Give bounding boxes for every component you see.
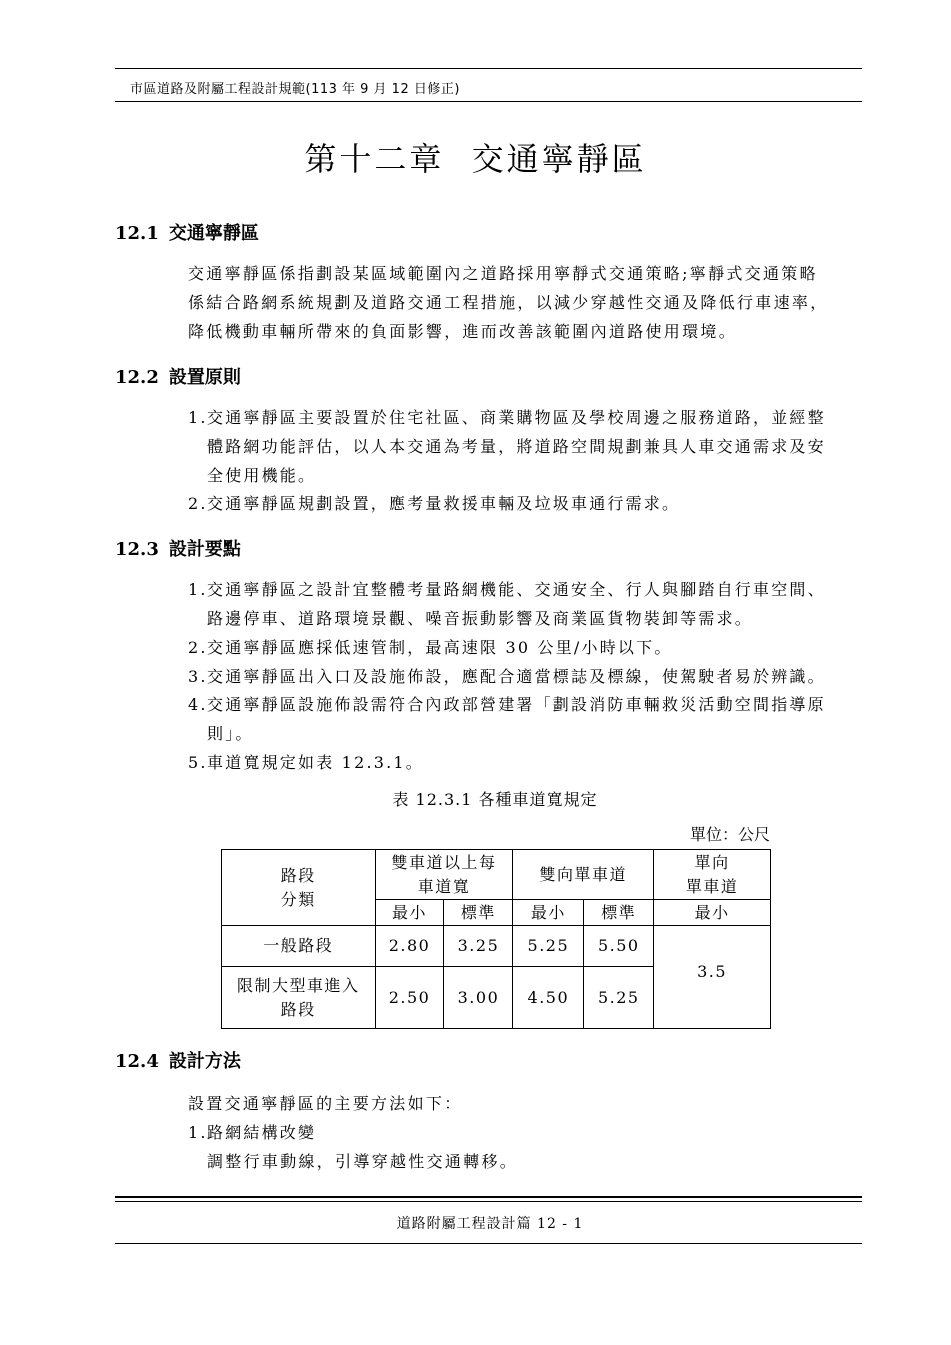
header-group1-line: 車道寬 <box>417 876 471 896</box>
header-segment-line: 路段 <box>280 865 316 885</box>
table-cell: 3.00 <box>444 967 513 1029</box>
page-footer: 道路附屬工程設計篇 12 - 1 <box>396 1216 584 1232</box>
row-label-line: 限制大型車進入 <box>237 975 360 995</box>
section-heading-12-4 <box>115 1047 241 1073</box>
list-item <box>188 403 858 490</box>
section-number: 12.2 <box>115 367 159 388</box>
list-item-line: 則」。 <box>207 724 254 743</box>
section-title: 交通寧靜區 <box>168 223 259 244</box>
list-item-line: 體路網功能評估，以人本交通為考量，將道路空間規劃兼具人車交通需求及安 <box>207 437 826 456</box>
list-item-line: 交通寧靜區主要設置於住宅社區、商業購物區及學校周邊之服務道路，並經整 <box>207 408 826 427</box>
table-unit: 單位：公尺 <box>689 825 770 844</box>
list-item-number: 1. <box>188 408 208 427</box>
list-item-line: 交通寧靜區設施佈設需符合內政部營建署「劃設消防車輛救災活動空間指導原 <box>207 695 826 714</box>
section-heading-12-1 <box>115 219 259 245</box>
table-cell: 2.80 <box>375 926 444 967</box>
list-item-number: 3. <box>188 667 208 686</box>
table-cell-one-way: 3.5 <box>654 926 771 1029</box>
footer-rule-bottom <box>115 1243 862 1244</box>
lane-width-table <box>221 849 771 1029</box>
section-number: 12.3 <box>115 539 159 560</box>
list-item <box>188 633 858 662</box>
header-group3-line: 單向 <box>694 852 730 872</box>
list-item-number: 1. <box>188 580 208 599</box>
table-cell: 5.25 <box>513 926 584 967</box>
list-item-number: 2. <box>188 638 208 657</box>
paragraph-line: 降低機動車輛所帶來的負面影響，進而改善該範圍內道路使用環境。 <box>188 322 738 341</box>
footer-rule-thin <box>115 1201 862 1202</box>
paragraph-line: 交通寧靜區係指劃設某區域範圍內之道路採用寧靜式交通策略;寧靜式交通策略 <box>188 264 818 283</box>
list-item <box>188 662 858 691</box>
list-item-line: 車道寬規定如表 12.3.1。 <box>207 753 424 772</box>
list-item-line: 交通寧靜區之設計宜整體考量路網機能、交通安全、行人與腳踏自行車空間、 <box>207 580 826 599</box>
list-item <box>188 1118 858 1147</box>
paragraph-line: 係結合路網系統規劃及道路交通工程措施，以減少穿越性交通及降低行車速率， <box>188 293 829 312</box>
list-item-line: 交通寧靜區出入口及設施佈設，應配合適當標誌及標線，使駕駛者易於辨識。 <box>207 667 826 686</box>
table-caption: 表 12.3.1 各種車道寬規定 <box>392 790 598 809</box>
running-header: 市區道路及附屬工程設計規範(113 年 9 月 12 日修正) <box>130 82 460 97</box>
chapter-title: 第十二章 交通寧靜區 <box>304 140 647 178</box>
list-item-number: 1. <box>188 1123 208 1142</box>
section-12-4-subtext: 調整行車動線，引導穿越性交通轉移。 <box>207 1152 519 1171</box>
table-header-cell <box>654 850 771 900</box>
table-subheader-cell: 標準 <box>584 900 654 926</box>
list-item-number: 5. <box>188 753 208 772</box>
table-header-cell: 雙向單車道 <box>513 850 654 900</box>
section-title: 設置原則 <box>168 367 241 388</box>
header-rule-bottom <box>115 101 862 102</box>
section-heading-12-2 <box>115 363 241 389</box>
header-group3-line: 單車道 <box>685 876 739 896</box>
table-header-cell <box>375 850 513 900</box>
table-subheader-cell: 最小 <box>375 900 444 926</box>
section-heading-12-3 <box>115 535 241 561</box>
list-item-line: 全使用機能。 <box>207 466 317 485</box>
row-label <box>222 926 376 967</box>
table-row <box>222 926 771 967</box>
table-cell: 3.25 <box>444 926 513 967</box>
table-subheader-cell: 最小 <box>513 900 584 926</box>
table-cell: 5.25 <box>584 967 654 1029</box>
section-title: 設計方法 <box>168 1051 241 1072</box>
list-item <box>188 690 858 748</box>
table-subheader-cell: 標準 <box>444 900 513 926</box>
section-number: 12.4 <box>115 1051 159 1072</box>
list-item <box>188 748 858 777</box>
list-item-number: 2. <box>188 494 208 513</box>
section-title: 設計要點 <box>168 539 241 560</box>
list-item-number: 4. <box>188 695 208 714</box>
table-cell: 2.50 <box>375 967 444 1029</box>
list-item-line: 交通寧靜區應採低速管制，最高速限 30 公里/小時以下。 <box>207 638 673 657</box>
table-cell: 4.50 <box>513 967 584 1029</box>
row-label <box>222 967 376 1029</box>
table-header-cell <box>222 850 376 926</box>
section-12-1-paragraph <box>188 259 829 346</box>
section-12-4-intro: 設置交通寧靜區的主要方法如下： <box>188 1094 463 1113</box>
table-subheader-cell: 最小 <box>654 900 771 926</box>
list-item <box>188 489 858 518</box>
header-rule <box>115 68 862 69</box>
row-label-line: 一般路段 <box>263 936 334 955</box>
list-item-line: 路邊停車、道路環境景觀、噪音振動影響及商業區貨物裝卸等需求。 <box>207 609 754 628</box>
table-cell: 5.50 <box>584 926 654 967</box>
header-segment-line: 分類 <box>280 889 316 909</box>
list-item <box>188 575 858 633</box>
list-item-line: 路網結構改變 <box>207 1123 317 1142</box>
footer-rule-thick <box>115 1196 862 1198</box>
row-label-line: 路段 <box>280 999 316 1019</box>
section-number: 12.1 <box>115 223 159 244</box>
list-item-line: 交通寧靜區規劃設置，應考量救援車輛及垃圾車通行需求。 <box>207 494 681 513</box>
header-group1-line: 雙車道以上每 <box>391 852 497 872</box>
